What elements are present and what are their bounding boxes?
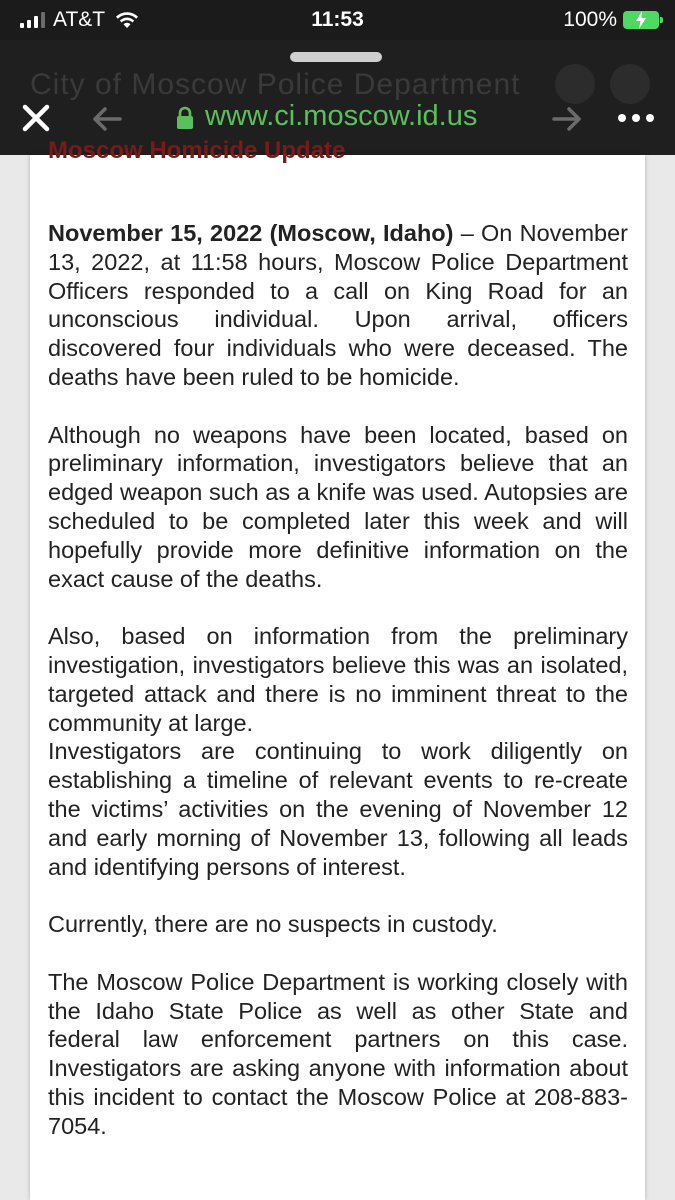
back-arrow-icon[interactable] — [90, 104, 124, 134]
lock-icon — [176, 106, 194, 130]
article-body — [48, 219, 628, 1169]
article-paragraph-3: Also, based on information from the preliminary investigation, investigators believe this was an isolated, targeted attack and there is no imminent threat to the community at large. — [48, 623, 628, 736]
article-heading: Moscow Homicide Update — [48, 137, 346, 164]
close-icon[interactable] — [20, 102, 52, 134]
more-icon[interactable] — [618, 114, 654, 122]
article-paragraph-1-text: – On November 13, 2022, at 11:58 hours, Moscow Police Department Officers responded to a call on King Road for an unconscious individual. Upon arrival, officers discovered four individuals who were deceased. The deaths have been ruled to be homicide. — [48, 220, 628, 390]
article-paragraph-2: Although no weapons have been located, based on preliminary information, investigators believe that an edged weapon such as a knife was used. Autopsies are scheduled to be completed later this week and will hopefully provide more definitive information on the exact cause of the deaths. — [48, 421, 628, 592]
sheet-grabber[interactable] — [290, 52, 382, 62]
battery-icon — [623, 11, 659, 29]
article-dateline: November 15, 2022 (Moscow, Idaho) — [48, 220, 454, 246]
battery-group — [563, 8, 659, 32]
clock: 11:53 — [311, 8, 364, 31]
article-paragraph-6: The Moscow Police Department is working closely with the Idaho State Police as well as other State and federal law enforcement partners on this case. Investigators are asking anyone with information about this incident to contact the Moscow Police at 208-883-7054. — [48, 968, 628, 1139]
url-address[interactable]: www.ci.moscow.id.us — [205, 100, 478, 132]
status-bar — [0, 0, 675, 40]
charging-bolt-icon — [635, 11, 647, 29]
battery-percent: 100% — [563, 8, 617, 31]
carrier-label: AT&T — [53, 8, 106, 31]
article-paragraph-5: Currently, there are no suspects in custody. — [48, 911, 498, 938]
article-paragraph-4: Investigators are continuing to work diligently on establishing a timeline of relevant events to re-create the victims’ activities on the evening of November 12 and early morning of November 13, following all leads and identifying persons of interest. — [48, 738, 628, 880]
web-page-content — [30, 137, 645, 1200]
background-page-title: City of Moscow Police Department — [30, 68, 521, 101]
forward-arrow-icon[interactable] — [550, 104, 584, 134]
article-paragraph-1 — [48, 219, 628, 392]
